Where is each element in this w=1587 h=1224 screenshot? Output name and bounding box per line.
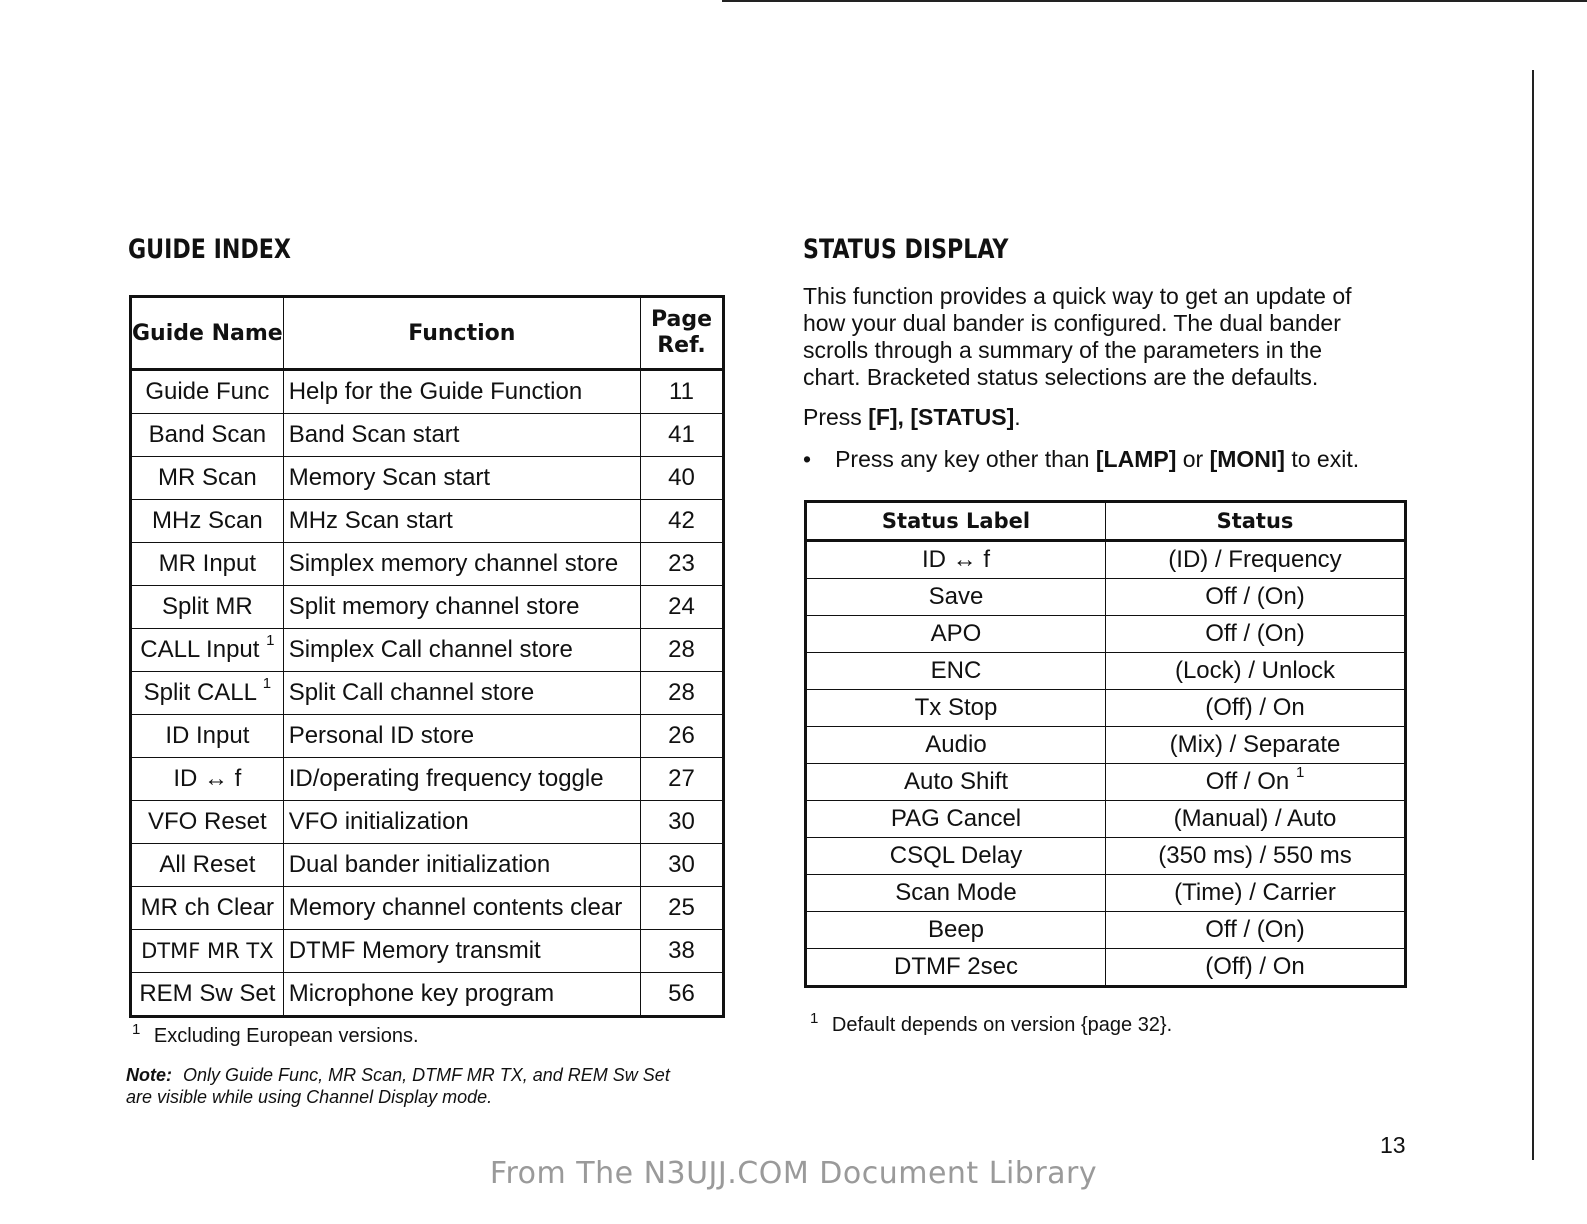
table-row xyxy=(806,764,1406,801)
footnote-marker: 1 xyxy=(810,1010,819,1027)
page-ref-cell: 40 xyxy=(641,457,724,500)
status-label-cell: Tx Stop xyxy=(806,690,1106,727)
page-ref-cell: 38 xyxy=(641,930,724,973)
table-row xyxy=(806,838,1406,875)
status-value-cell: Off / (On) xyxy=(1106,912,1406,949)
status-label-cell: ENC xyxy=(806,653,1106,690)
guide-name-cell: Band Scan xyxy=(131,414,284,457)
status-display-table xyxy=(804,500,1407,988)
status-label-cell: PAG Cancel xyxy=(806,801,1106,838)
page-ref-cell: 56 xyxy=(641,973,724,1017)
guide-name-cell: ID ↔ f xyxy=(131,758,284,801)
page-ref-cell: 24 xyxy=(641,586,724,629)
guide-name-cell: MR ch Clear xyxy=(131,887,284,930)
function-cell: Personal ID store xyxy=(283,715,640,758)
header-guide-name: Guide Name xyxy=(131,297,284,370)
page-ref-cell: 11 xyxy=(641,370,724,414)
status-value-cell: Off / (On) xyxy=(1106,579,1406,616)
guide-table-header-row xyxy=(131,297,724,370)
header-page-ref xyxy=(641,297,724,370)
status-label-cell: Save xyxy=(806,579,1106,616)
header-page-line2: Ref. xyxy=(657,333,706,358)
status-value-cell: (ID) / Frequency xyxy=(1106,541,1406,579)
guide-index-table xyxy=(129,295,725,1018)
note-label: Note: xyxy=(126,1065,172,1085)
status-value-cell: (Lock) / Unlock xyxy=(1106,653,1406,690)
function-cell: Simplex memory channel store xyxy=(283,543,640,586)
status-value-cell: (Mix) / Separate xyxy=(1106,727,1406,764)
table-row xyxy=(131,370,724,414)
description-line: This function provides a quick way to get an update of xyxy=(803,283,1352,309)
key-moni: [MONI] xyxy=(1209,446,1285,472)
table-row xyxy=(806,653,1406,690)
function-cell: Memory channel contents clear xyxy=(283,887,640,930)
guide-name-cell: MHz Scan xyxy=(131,500,284,543)
page-ref-cell: 26 xyxy=(641,715,724,758)
right-margin-rule xyxy=(1532,70,1534,1160)
guide-name-cell: DTMF MR TX xyxy=(131,930,284,973)
status-label-cell: APO xyxy=(806,616,1106,653)
footnote-marker: 1 xyxy=(266,632,275,649)
page-ref-cell: 28 xyxy=(641,629,724,672)
table-row xyxy=(806,616,1406,653)
status-footnote xyxy=(810,1010,1173,1037)
function-cell: ID/operating frequency toggle xyxy=(283,758,640,801)
guide-name-cell xyxy=(131,629,284,672)
footnote-marker: 1 xyxy=(262,675,272,692)
table-row xyxy=(806,949,1406,987)
function-cell: Split Call channel store xyxy=(283,672,640,715)
page-ref-cell: 41 xyxy=(641,414,724,457)
page-number: 13 xyxy=(1380,1132,1406,1158)
guide-name-cell: Guide Func xyxy=(131,370,284,414)
table-row xyxy=(806,912,1406,949)
status-label-cell: Scan Mode xyxy=(806,875,1106,912)
table-row xyxy=(131,715,724,758)
press-keys: [F], [STATUS] xyxy=(868,404,1015,430)
bullet-prefix: Press any key other than xyxy=(835,446,1096,472)
page-ref-cell: 23 xyxy=(641,543,724,586)
table-row xyxy=(806,801,1406,838)
table-row xyxy=(131,457,724,500)
header-status: Status xyxy=(1106,502,1406,541)
guide-name-cell: ID Input xyxy=(131,715,284,758)
status-description xyxy=(803,283,1423,391)
bullet-instruction xyxy=(803,446,1359,473)
note-text: Only Guide Func, MR Scan, DTMF MR TX, and REM Sw Set xyxy=(183,1065,670,1085)
status-value-cell: (Off) / On xyxy=(1106,949,1406,987)
header-status-label: Status Label xyxy=(806,502,1106,541)
table-row xyxy=(131,414,724,457)
function-cell: Band Scan start xyxy=(283,414,640,457)
guide-index-title: GUIDE INDEX xyxy=(128,234,291,265)
function-cell: MHz Scan start xyxy=(283,500,640,543)
press-suffix: . xyxy=(1014,404,1021,430)
table-row xyxy=(131,844,724,887)
top-rule xyxy=(722,0,1587,2)
page-ref-cell: 28 xyxy=(641,672,724,715)
footnote-marker: 1 xyxy=(132,1021,141,1038)
bullet-mid: or xyxy=(1176,446,1210,472)
status-label-cell: Auto Shift xyxy=(806,764,1106,801)
status-label-cell: Beep xyxy=(806,912,1106,949)
status-value-cell: (Off) / On xyxy=(1106,690,1406,727)
function-cell: DTMF Memory transmit xyxy=(283,930,640,973)
table-row xyxy=(806,875,1406,912)
table-row xyxy=(131,672,724,715)
watermark-text: From The N3UJJ.COM Document Library xyxy=(489,1156,1098,1191)
guide-note xyxy=(126,1064,736,1108)
function-cell: Split memory channel store xyxy=(283,586,640,629)
status-display-title: STATUS DISPLAY xyxy=(803,234,1009,265)
guide-name-cell: All Reset xyxy=(131,844,284,887)
note-text-line2: are visible while using Channel Display mode. xyxy=(126,1087,493,1107)
guide-name-cell: MR Scan xyxy=(131,457,284,500)
table-row xyxy=(806,541,1406,579)
function-cell: Simplex Call channel store xyxy=(283,629,640,672)
bullet-suffix: to exit. xyxy=(1284,446,1360,472)
page-ref-cell: 25 xyxy=(641,887,724,930)
table-row xyxy=(131,500,724,543)
guide-name-cell: REM Sw Set xyxy=(131,973,284,1017)
header-function: Function xyxy=(283,297,640,370)
page-ref-cell: 30 xyxy=(641,844,724,887)
guide-name-cell: Split MR xyxy=(131,586,284,629)
description-line: chart. Bracketed status selections are the defaults. xyxy=(803,364,1319,390)
page-ref-cell: 30 xyxy=(641,801,724,844)
table-row xyxy=(131,543,724,586)
status-value-cell: (350 ms) / 550 ms xyxy=(1106,838,1406,875)
guide-name-text: CALL Input xyxy=(140,636,260,663)
function-cell: Dual bander initialization xyxy=(283,844,640,887)
status-label-cell: CSQL Delay xyxy=(806,838,1106,875)
page-ref-cell: 27 xyxy=(641,758,724,801)
table-row xyxy=(806,690,1406,727)
table-row xyxy=(806,727,1406,764)
guide-name-cell xyxy=(131,672,284,715)
bullet-dot: • xyxy=(803,446,812,472)
function-cell: Help for the Guide Function xyxy=(283,370,640,414)
press-instruction xyxy=(803,404,1021,431)
footnote-text: Excluding European versions. xyxy=(153,1025,419,1047)
guide-name-text: Split CALL xyxy=(143,679,257,706)
function-cell: Memory Scan start xyxy=(283,457,640,500)
status-label-cell: ID ↔ f xyxy=(806,541,1106,579)
status-label-cell: DTMF 2sec xyxy=(806,949,1106,987)
guide-name-cell: MR Input xyxy=(131,543,284,586)
table-row xyxy=(131,758,724,801)
header-page-line1: Page xyxy=(650,307,713,332)
table-row xyxy=(806,579,1406,616)
table-row xyxy=(131,887,724,930)
status-value-cell xyxy=(1106,764,1406,801)
table-row xyxy=(131,629,724,672)
guide-footnote xyxy=(132,1021,419,1048)
press-prefix: Press xyxy=(803,404,869,430)
key-lamp: [LAMP] xyxy=(1095,446,1177,472)
status-value-cell: (Manual) / Auto xyxy=(1106,801,1406,838)
table-row xyxy=(131,586,724,629)
table-row xyxy=(131,801,724,844)
page-ref-cell: 42 xyxy=(641,500,724,543)
footnote-marker: 1 xyxy=(1295,764,1305,781)
table-row xyxy=(131,973,724,1017)
status-label-cell: Audio xyxy=(806,727,1106,764)
function-cell: VFO initialization xyxy=(283,801,640,844)
guide-name-cell: VFO Reset xyxy=(131,801,284,844)
status-value-cell: (Time) / Carrier xyxy=(1106,875,1406,912)
footnote-text: Default depends on version {page 32}. xyxy=(831,1014,1173,1036)
table-row xyxy=(131,930,724,973)
status-value-text: Off / On xyxy=(1205,768,1290,795)
function-cell: Microphone key program xyxy=(283,973,640,1017)
status-table-header-row xyxy=(806,502,1406,541)
status-value-cell: Off / (On) xyxy=(1106,616,1406,653)
description-line: scrolls through a summary of the parameters in the xyxy=(803,337,1323,363)
description-line: how your dual bander is configured. The dual bander xyxy=(803,310,1341,336)
